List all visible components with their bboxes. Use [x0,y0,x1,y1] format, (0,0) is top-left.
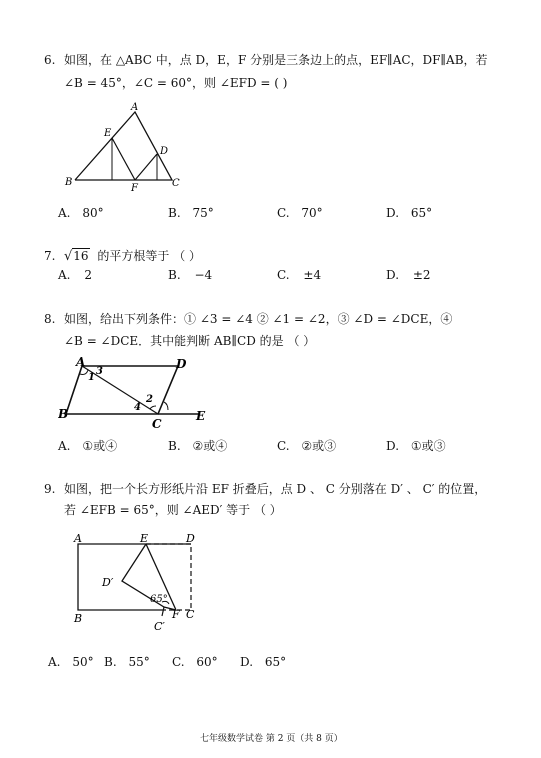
option-letter: A. [48,655,61,669]
q7-number: 7. [44,249,56,263]
q7-option-d[interactable] [386,268,431,282]
segment-fd [135,154,157,180]
option-text: 70° [301,206,323,220]
q7-text [64,248,201,265]
q9-folded-rectangle-figure [68,528,208,638]
angle-arc-4 [150,406,156,409]
q6-number: 6. [44,53,56,67]
q8-text-line1: 如图，给出下列条件：① ∠3 = ∠4 ② ∠1 = ∠2，③ ∠D = ∠DCE，④ [64,312,453,326]
option-text: 50° [72,655,94,669]
option-text: ②或③ [301,439,337,453]
label-d: D [186,532,195,545]
q9-text-line1: 如图，把一个长方形纸片沿 EF 折叠后，点 D 、 C 分别落在 D′ 、 C′ 的位置， [64,482,487,496]
option-text: 75° [192,206,214,220]
q9-option-c[interactable] [172,655,218,669]
q8-text-line2: ∠B = ∠DCE．其中能判断 AB∥CD 的是 （ ） [64,334,316,348]
q7-option-c[interactable] [277,268,321,282]
option-letter: C. [277,439,290,453]
q8-option-b[interactable] [168,437,227,454]
label-d-prime: D′ [102,576,114,589]
q9-text-line2: 若 ∠EFB = 65°，则 ∠AED′ 等于 （ ） [64,503,282,517]
option-text: ①或④ [82,439,118,453]
label-c: C [186,608,195,621]
label-c: C [172,178,180,189]
q8-option-c[interactable] [277,437,336,454]
option-letter: B. [168,439,181,453]
q8-number: 8. [44,312,56,326]
segment-c1f [162,607,164,616]
q6-option-b[interactable] [168,206,214,220]
option-text: ±2 [412,268,431,282]
label-c: C [152,417,162,430]
option-text: 2 [84,268,92,282]
option-text: 65° [410,206,433,220]
option-text: 55° [128,655,150,669]
page-footer: 七年级数学试卷 第 2 页（共 8 页） [200,734,343,744]
parallelogram-abcd [66,366,178,414]
label-f: F [131,183,138,194]
option-letter: D. [386,268,400,282]
q6-text-line2: ∠B = 45°，∠C = 60°，则 ∠EFD = ( ) [64,76,288,90]
label-angle-3: 3 [96,366,103,377]
label-b: B [58,407,69,421]
label-angle-2: 2 [146,394,153,405]
label-angle-65: 65° [150,594,168,605]
q6-triangle-figure [60,100,190,195]
label-f: F [172,608,180,621]
q6-option-a[interactable] [58,206,104,220]
sqrt-icon: √ [64,249,73,264]
option-letter: A. [58,268,71,282]
q7-question: 的平方根等于 （ ） [97,249,202,263]
option-letter: B. [168,268,181,282]
label-c-prime: C′ [154,620,165,633]
option-text: 65° [264,655,287,669]
label-b: B [74,612,83,625]
angle-arc-2 [164,402,168,410]
q8-option-d[interactable] [386,437,446,454]
label-d: D [160,146,169,157]
label-a: A [76,355,86,369]
q6-option-c[interactable] [277,206,323,220]
q9-option-d[interactable] [240,655,286,669]
label-e: E [196,409,206,423]
option-text: ②或④ [192,439,228,453]
q6-option-d[interactable] [386,206,432,220]
segment-ef [112,138,135,180]
label-angle-4: 4 [134,402,141,413]
q8-parallelogram-figure [58,354,218,430]
option-text: 60° [196,655,218,669]
q6-text-line1: 如图，在 △ABC 中，点 D，E，F 分别是三条边上的点，EF∥AC，DF∥AB，若 [64,53,488,67]
option-letter: A. [58,439,71,453]
folded-flap [122,544,176,610]
q9-option-b[interactable] [104,655,150,669]
option-text: ±4 [303,268,322,282]
option-letter: C. [277,268,290,282]
q8-option-a[interactable] [58,437,117,454]
option-letter: D. [240,655,254,669]
option-letter: C. [277,206,290,220]
option-text: ①或③ [410,439,446,453]
option-letter: B. [168,206,181,220]
option-letter: D. [386,439,400,453]
option-text: −4 [194,268,213,282]
option-letter: D. [386,206,400,220]
label-e: E [140,532,149,545]
rectangle-outline [78,544,191,610]
q9-number: 9. [44,482,56,496]
label-b: B [65,177,73,188]
label-d: D [176,357,187,371]
option-text: 80° [82,206,104,220]
label-angle-1: 1 [88,372,95,383]
option-letter: C. [172,655,185,669]
q7-option-a[interactable] [58,268,92,282]
label-a: A [131,102,139,113]
q9-option-a[interactable] [48,655,94,669]
label-a: A [74,532,82,545]
option-letter: B. [104,655,117,669]
q7-radicand: 16 [73,249,89,263]
q7-option-b[interactable] [168,268,212,282]
label-e: E [104,128,112,139]
option-letter: A. [58,206,71,220]
